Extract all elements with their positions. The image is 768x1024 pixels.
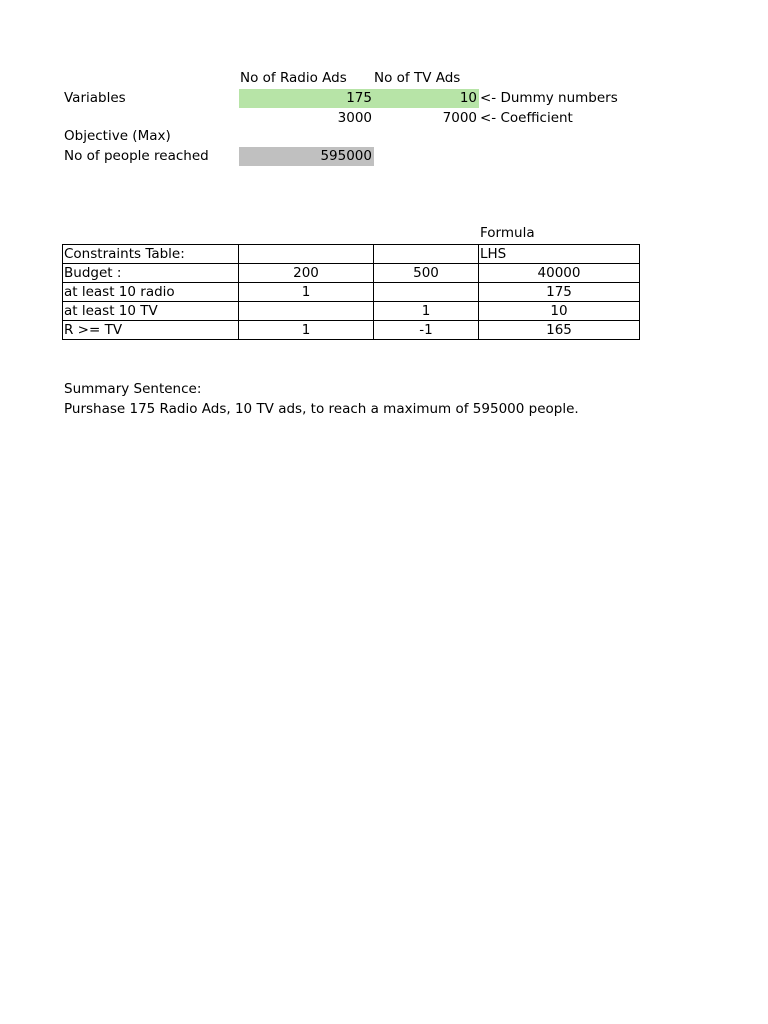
constraint-radio-cell[interactable]: 1	[239, 321, 374, 340]
summary-sentence[interactable]: Purshase 175 Radio Ads, 10 TV ads, to reach a maximum of 595000 people.	[64, 401, 579, 417]
empty-cell[interactable]	[239, 245, 374, 264]
constraint-lhs-cell[interactable]: 10	[479, 302, 640, 321]
constraints-table	[62, 244, 640, 340]
variable-radio-cell[interactable]: 175	[239, 89, 374, 108]
table-row	[63, 283, 640, 302]
constraint-label-cell[interactable]: Budget :	[63, 264, 239, 283]
constraint-label-cell[interactable]: R >= TV	[63, 321, 239, 340]
variables-label[interactable]: Variables	[64, 90, 126, 106]
lhs-header-cell[interactable]: LHS	[479, 245, 640, 264]
objective-value-cell[interactable]: 595000	[239, 147, 374, 166]
table-row	[63, 245, 640, 264]
table-row	[63, 302, 640, 321]
objective-label[interactable]: Objective (Max)	[64, 128, 171, 144]
constraint-label-cell[interactable]: at least 10 radio	[63, 283, 239, 302]
table-row	[63, 321, 640, 340]
header-tv-ads[interactable]: No of TV Ads	[374, 70, 461, 86]
coefficient-radio-cell[interactable]: 3000	[337, 110, 372, 126]
constraint-label-cell[interactable]: at least 10 TV	[63, 302, 239, 321]
dummy-numbers-note[interactable]: <- Dummy numbers	[480, 90, 618, 106]
coefficient-note[interactable]: <- Coefficient	[480, 110, 573, 126]
constraint-radio-cell[interactable]: 200	[239, 264, 374, 283]
summary-heading[interactable]: Summary Sentence:	[64, 381, 202, 397]
table-row	[63, 264, 640, 283]
constraint-tv-cell[interactable]: 500	[374, 264, 479, 283]
constraint-lhs-cell[interactable]: 165	[479, 321, 640, 340]
constraint-lhs-cell[interactable]: 175	[479, 283, 640, 302]
constraints-title-cell[interactable]: Constraints Table:	[63, 245, 239, 264]
header-radio-ads[interactable]: No of Radio Ads	[240, 70, 347, 86]
coefficient-tv-cell[interactable]: 7000	[442, 110, 477, 126]
constraint-tv-cell[interactable]: -1	[374, 321, 479, 340]
formula-label[interactable]: Formula	[480, 225, 535, 241]
variable-tv-cell[interactable]: 10	[374, 89, 479, 108]
constraint-radio-cell[interactable]	[239, 302, 374, 321]
constraint-tv-cell[interactable]: 1	[374, 302, 479, 321]
empty-cell[interactable]	[374, 245, 479, 264]
people-reached-label[interactable]: No of people reached	[64, 148, 209, 164]
constraint-radio-cell[interactable]: 1	[239, 283, 374, 302]
constraint-lhs-cell[interactable]: 40000	[479, 264, 640, 283]
constraint-tv-cell[interactable]	[374, 283, 479, 302]
